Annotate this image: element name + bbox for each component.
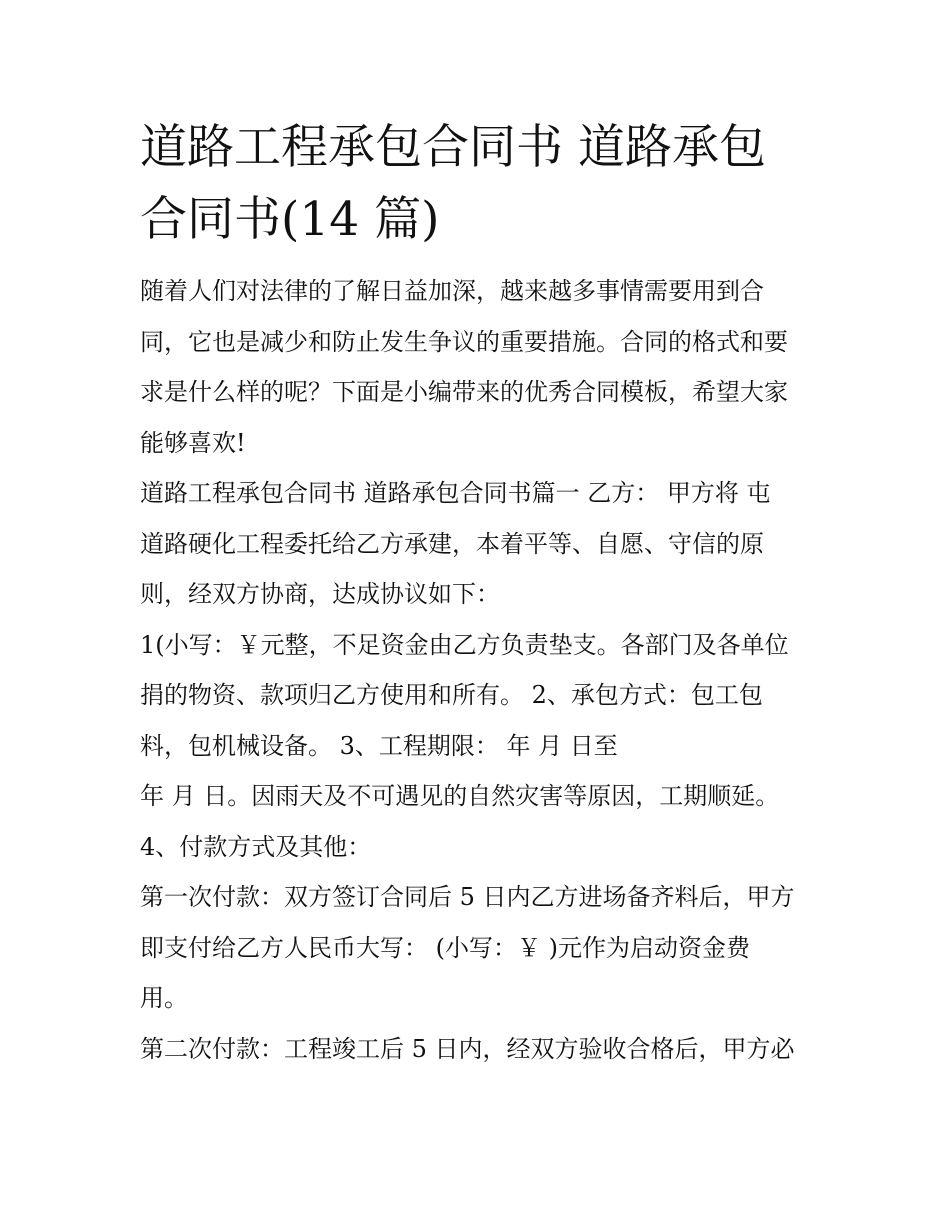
- title-line-1: 道路工程承包合同书 道路承包: [140, 120, 766, 175]
- text-line: 道路硬化工程委托给乙方承建，本着平等、自愿、守信的原: [140, 529, 764, 558]
- text-line: 1(小写：￥元整，不足资金由乙方负责垫支。各部门及各单位: [140, 630, 789, 659]
- text-line: 随着人们对法律的了解日益加深，越来越多事情需要用到合: [140, 277, 764, 305]
- intro-paragraph: [140, 266, 820, 468]
- second-payment-paragraph: [140, 1024, 820, 1075]
- contract-terms-paragraph: [140, 620, 820, 772]
- document-title: [140, 112, 820, 256]
- text-line: 年 月 日。因雨天及不可遇见的自然灾害等原因，工期顺延。: [140, 782, 780, 810]
- text-line: 第一次付款：双方签订合同后 5 日内乙方进场备齐料后，甲方: [140, 883, 795, 911]
- text-line: 道路工程承包合同书 道路承包合同书篇一 乙方： 甲方将 屯: [140, 479, 771, 507]
- text-line: 第二次付款：工程竣工后 5 日内，经双方验收合格后，甲方必: [140, 1034, 795, 1063]
- title-line-2: 合同书(14 篇): [140, 192, 440, 247]
- text-line: 则，经双方协商，达成协议如下：: [140, 580, 500, 608]
- term-end-paragraph: [140, 771, 820, 822]
- text-line: 捐的物资、款项归乙方使用和所有。 2、承包方式：包工包: [140, 681, 763, 709]
- contract-parties-paragraph: [140, 468, 820, 620]
- first-payment-paragraph: [140, 872, 820, 1024]
- text-line: 即支付给乙方人民币大写： (小写：￥ )元作为启动资金费: [140, 933, 750, 962]
- text-line: 用。: [140, 984, 188, 1012]
- text-line: 求是什么样的呢？下面是小编带来的优秀合同模板，希望大家: [140, 378, 788, 406]
- document-page: [140, 112, 820, 1074]
- text-line: 同，它也是减少和防止发生争议的重要措施。合同的格式和要: [140, 327, 788, 356]
- text-line: 料，包机械设备。 3、工程期限： 年 月 日至: [140, 731, 618, 760]
- payment-heading-paragraph: [140, 822, 820, 873]
- text-line: 4、付款方式及其他：: [140, 832, 372, 861]
- text-line: 能够喜欢!: [140, 428, 246, 457]
